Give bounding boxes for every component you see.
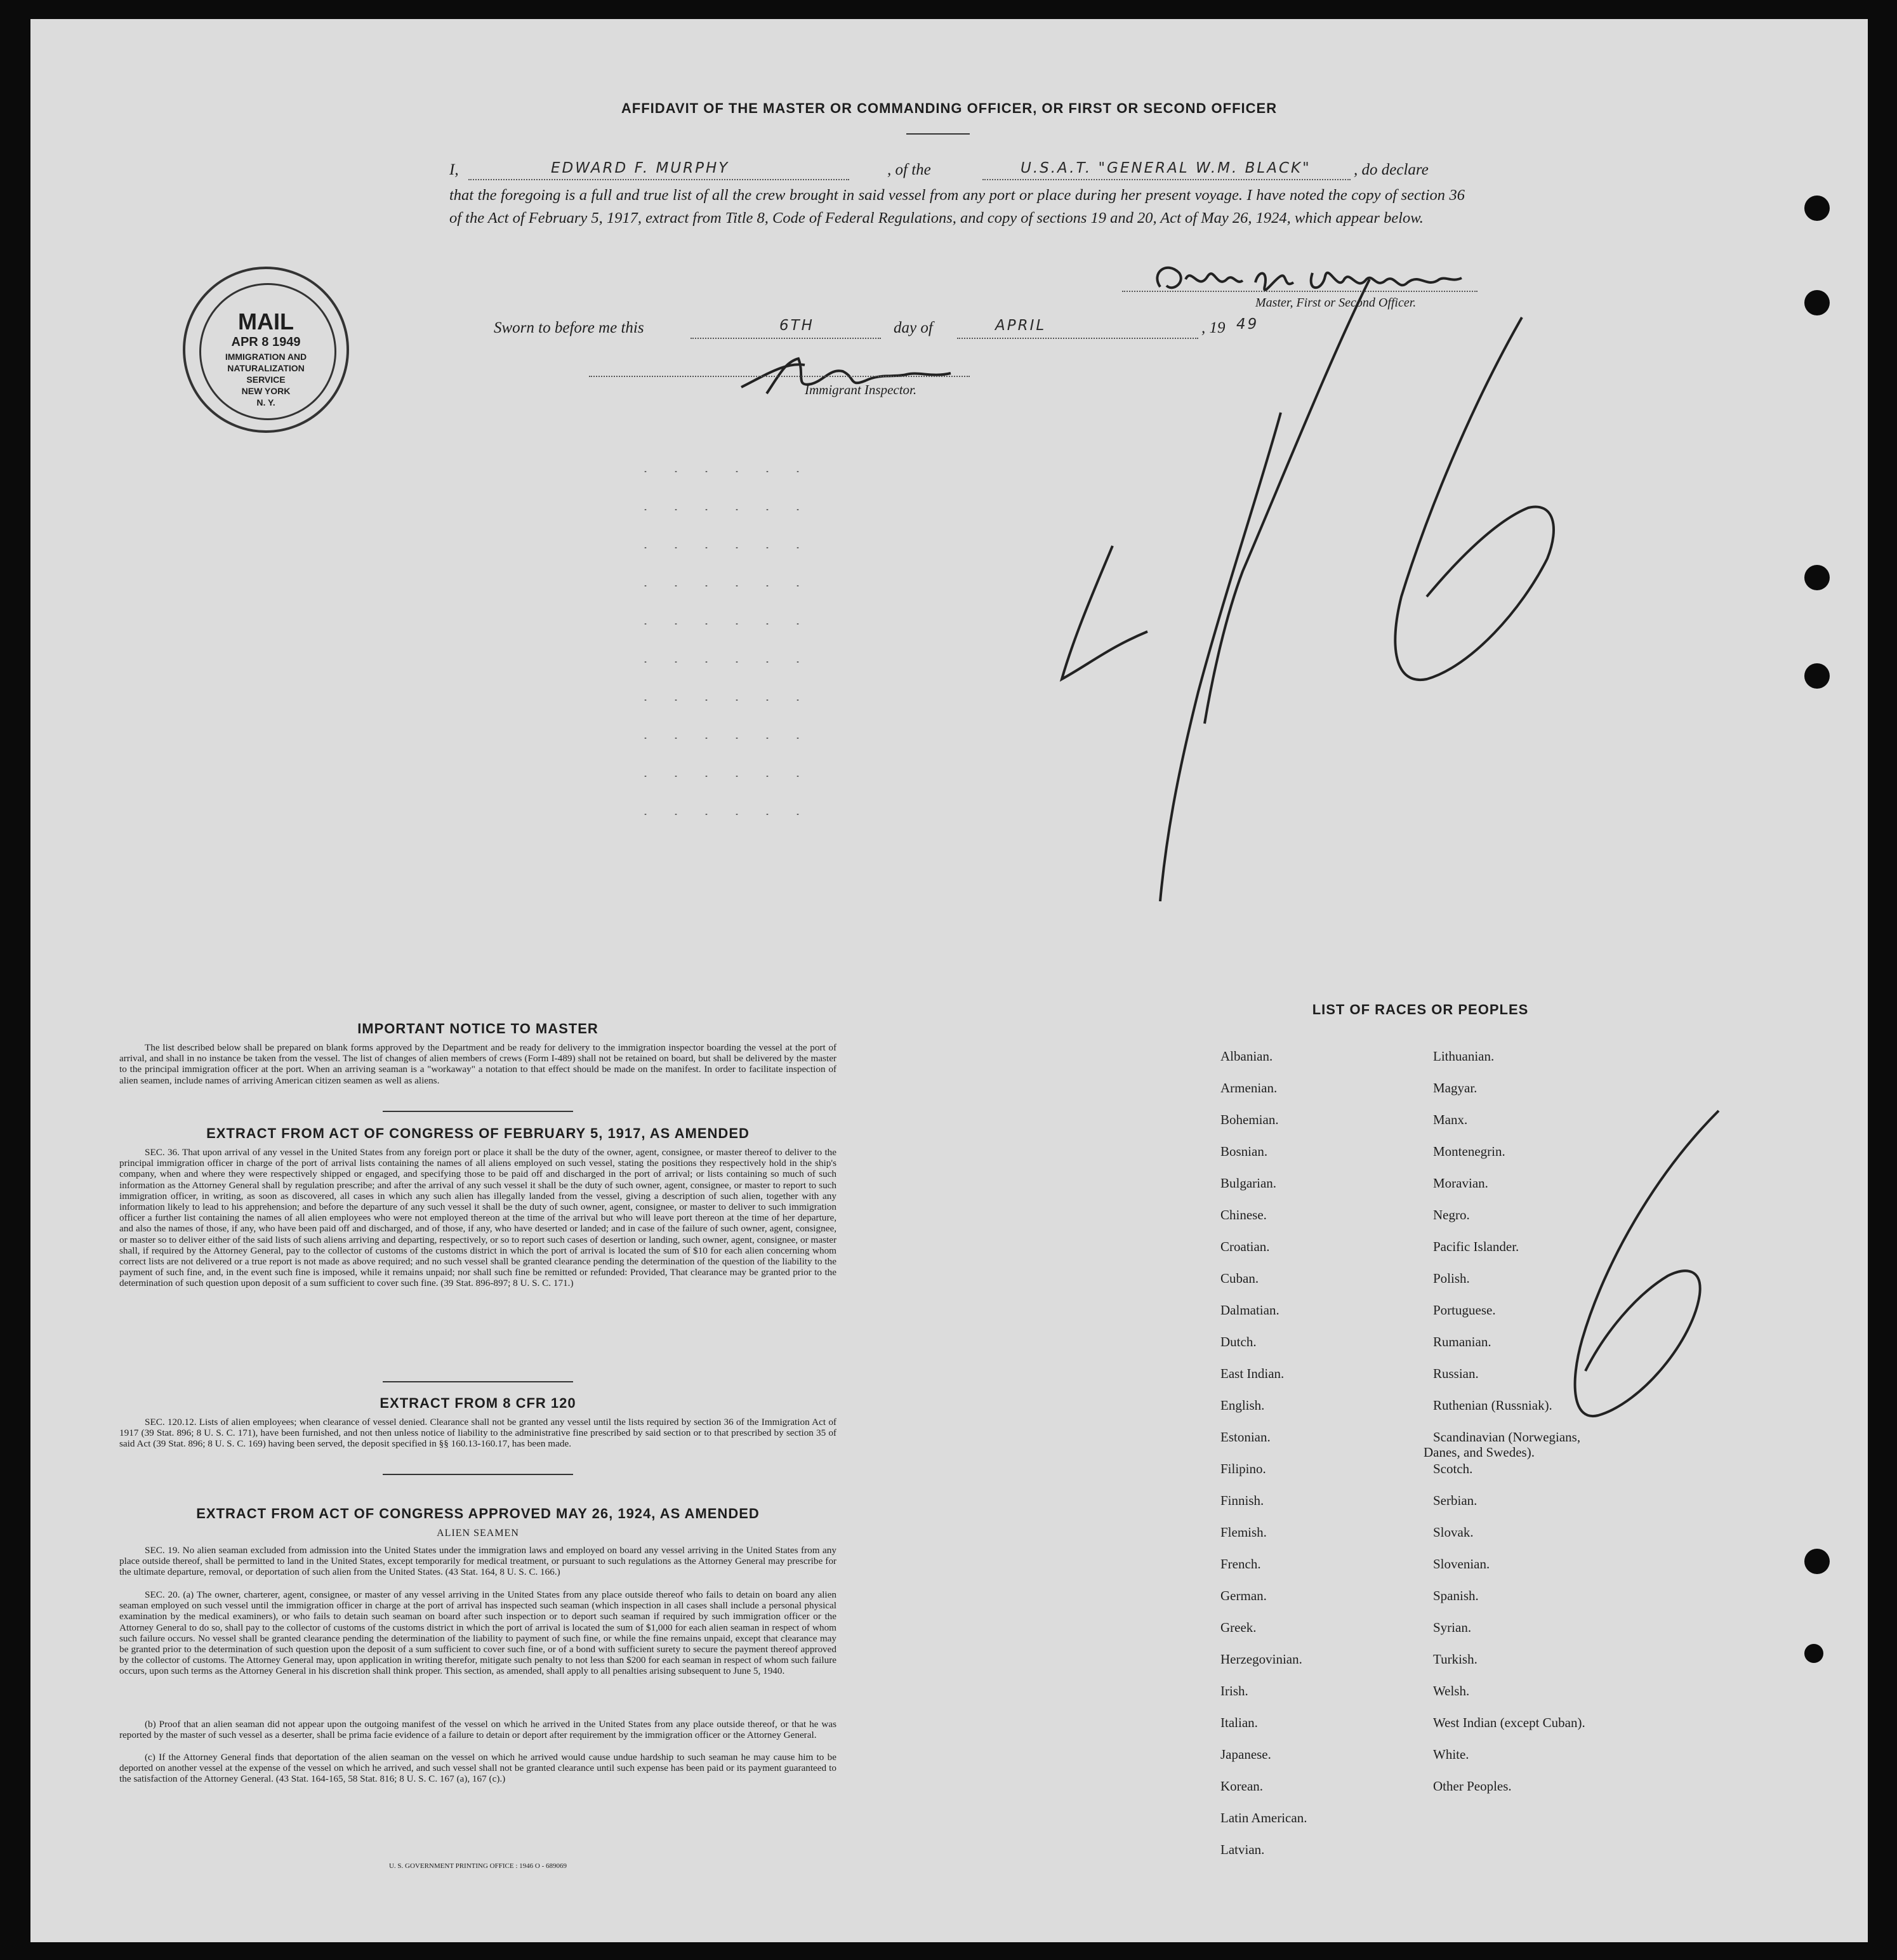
- extract-1924-sec20b: (b) Proof that an alien seaman did not appear upon the outgoing manifest of the vessel on which he arrived in the United States from any place outside thereof, or that he was reported by the master of such vessel as a deserter, shall be prima facie evidence of a failure to detain or deport after requirement by the immigration officer or the Attorney General.: [119, 1719, 836, 1741]
- race-item: Dalmatian.: [1220, 1302, 1279, 1318]
- race-item: English.: [1220, 1398, 1265, 1413]
- race-item: East Indian.: [1220, 1366, 1285, 1381]
- race-item: Slovak.: [1433, 1525, 1474, 1540]
- sworn-year-prefix: , 19: [1201, 319, 1226, 336]
- races-title: LIST OF RACES OR PEOPLES: [1312, 1002, 1529, 1017]
- sworn-day-line: [691, 338, 881, 339]
- signature-caption: Master, First or Second Officer.: [1255, 296, 1417, 310]
- race-item: Serbian.: [1433, 1493, 1477, 1508]
- race-item: Magyar.: [1433, 1080, 1477, 1096]
- race-item: Other Peoples.: [1433, 1778, 1512, 1794]
- extract-1924-subtitle: ALIEN SEAMEN: [437, 1528, 519, 1539]
- race-item: Ruthenian (Russniak).: [1433, 1398, 1552, 1413]
- race-item: West Indian (except Cuban).: [1433, 1715, 1585, 1730]
- stamp-line1: IMMIGRATION AND: [225, 352, 307, 362]
- extract-1917-rule: [383, 1381, 573, 1382]
- extract-1924-title: EXTRACT FROM ACT OF CONGRESS APPROVED MAY 26, 1924, AS AMENDED: [196, 1506, 760, 1521]
- dot-grid-row: [630, 814, 821, 815]
- master-name: EDWARD F. MURPHY: [551, 160, 730, 176]
- stamp-line3: SERVICE: [246, 374, 286, 385]
- affidavit-body: that the foregoing is a full and true list of all the crew brought in said vessel from any port or place during her present voyage. I have noted the copy of section 36 of the Act of February 5, 1917, extract from Title 8, Code of Federal Regulations, and copy of sections 19 and 20, Act of May 26, 1924, which appear below.: [449, 187, 1465, 227]
- dot-grid-row: [630, 585, 821, 586]
- race-item: Greek.: [1220, 1620, 1257, 1635]
- inspector-caption: Immigrant Inspector.: [805, 382, 917, 397]
- affidavit-of-the: , of the: [887, 161, 931, 178]
- printing-office-footer: U. S. GOVERNMENT PRINTING OFFICE : 1946 O - 689069: [388, 1862, 567, 1870]
- inspector-line: [589, 376, 970, 377]
- dot-grid-row: [630, 547, 821, 548]
- race-item: Irish.: [1220, 1683, 1248, 1698]
- sworn-prefix: Sworn to before me this: [494, 319, 644, 336]
- extract-cfr-text: SEC. 120.12. Lists of alien employees; when clearance of vessel denied. Clearance shall not be granted any vessel until the lists required by section 36 of the Immigration Act of 1917 (39 Stat. 896; 8 U. S. C. 171), have been furnished, and not then unless notice of liability to the administrative fine prescribed by said section or to that prescribed by section 35 of said Act (39 Stat. 896; 8 U. S. C. 169) having been served, the deposit specified in §§ 160.13-160.17, has been made.: [119, 1417, 836, 1450]
- race-item: Finnish.: [1220, 1493, 1264, 1508]
- notice-title: IMPORTANT NOTICE TO MASTER: [357, 1021, 598, 1036]
- vessel-name-line: [982, 179, 1351, 180]
- race-item: Latvian.: [1220, 1842, 1265, 1857]
- race-item: Scandinavian (Norwegians,: [1433, 1429, 1581, 1445]
- punch-hole: [1804, 1549, 1830, 1574]
- notice-text: The list described below shall be prepared on blank forms approved by the Department and be ready for delivery to the immigration inspector boarding the vessel at the port of arrival, and shall in no instance be taken from the vessel. The list of changes of alien members of crews (Form I-489) shall not be retained on board, but shall be delivered by the master to the principal immigration officer at the port. When an arriving seaman is a "workaway" a notation to that effect should be made on the manifest. In order to facilitate inspection of alien seamen, include names of arriving American citizen seamen as well as aliens.: [119, 1042, 836, 1086]
- extract-1924-sec20a: SEC. 20. (a) The owner, charterer, agent, consignee, or master of any vessel arriving in the United States from any place outside thereof who fails to detain on board any alien seaman employed on such vessel until the immigration officer in charge at the port of arrival has inspected such seaman (which inspection in all cases shall include a personal physical examination by the medical examiners), or who fails to detain such seaman on board after such inspection or to deport such seaman if required by such immigration officer or the Attorney General to do so, shall pay to the collector of customs of the customs district in which the port of arrival is located the sum of $1,000 for each alien seaman in respect of whom such failure occurs. No vessel shall be granted clearance pending the determination of the liability to payment of such fine, or while the fine remains unpaid, except that clearance may be granted prior to the determination of such question upon the deposit of a sum sufficient to cover such fine, or of a bond with sufficient surety to secure the payment thereof approved by the collector of customs. The Attorney General may, upon application in writing therefor, mitigate such penalty to not less than $200 for each seaman in respect of whom such failure occurs, upon such terms as the Attorney General in his discretion shall think proper. This section, as amended, shall apply to all penalties arising subsequent to June 5, 1940.: [119, 1589, 836, 1677]
- race-item: Lithuanian.: [1433, 1049, 1495, 1064]
- extract-1917-text: SEC. 36. That upon arrival of any vessel in the United States from any foreign port or place it shall be the duty of the owner, agent, consignee, or master thereof to deliver to the principal immigration officer in charge of the port of arrival lists containing the names of all aliens employed on such vessel, stating the positions they respectively hold in the ship's company, when and where they were respectively shipped or engaged, and specifying those to be paid off and discharged in the port of arrival; or lists containing so much of such information as the Attorney General shall by regulation prescribe; and after the arrival of any such vessel it shall be the duty of such owner, agent, consignee, or master to report to such immigration officer, in writing, as soon as discovered, all cases in which any such alien has illegally landed from the vessel, giving a description of such alien, together with any information likely to lead to his apprehension; and before the departure of any such vessel it shall be the duty of such owner, agent, consignee, or master to deliver to such immigration officer a further list containing the names of all alien employees who were not employed thereon at the time of the arrival but who will leave port thereon at the time of her departure, and also the names of those, if any, who have been paid off and discharged, and of those, if any, who have deserted or landed; and in case of the failure of such owner, agent, consignee, or master so to deliver either of the said lists of such aliens arriving and departing, respectively, or so to report such cases of desertion or landing, such owner, agent, consignee, or master shall, if required by the Attorney General, pay to the collector of customs of the customs district in which the port of arrival is located the sum of $10 for each alien concerning whom correct lists are not delivered or a true report is not made as above required; and no such vessel shall be granted clearance pending the determination of the question of the liability to the payment of such fine, and, in the event such fine is imposed, while it remains unpaid; nor shall such fine be remitted or refunded: Provided, That clearance may be granted prior to the determination of such question upon deposit of a sum sufficient to cover such fine. (39 Stat. 896-897; 8 U. S. C. 171.): [119, 1147, 836, 1289]
- title-rule: [906, 133, 970, 135]
- sworn-day: 6TH: [779, 317, 814, 334]
- race-item: Portuguese.: [1433, 1302, 1496, 1318]
- race-item: Bulgarian.: [1220, 1175, 1277, 1191]
- race-item: Turkish.: [1433, 1652, 1477, 1667]
- stamp-line5: N. Y.: [256, 397, 275, 407]
- race-item: Latin American.: [1220, 1810, 1307, 1825]
- master-name-line: [468, 179, 849, 180]
- race-item: Danes, and Swedes).: [1424, 1445, 1535, 1460]
- race-item: Russian.: [1433, 1366, 1479, 1381]
- sworn-year: 49: [1236, 316, 1259, 333]
- punch-hole: [1804, 1644, 1823, 1663]
- punch-hole: [1804, 565, 1830, 590]
- race-item: Dutch.: [1220, 1334, 1257, 1349]
- notice-rule: [383, 1111, 573, 1112]
- sworn-month: APRIL: [995, 317, 1047, 334]
- race-item: Rumanian.: [1433, 1334, 1491, 1349]
- race-item: Polish.: [1433, 1271, 1470, 1286]
- extract-1924-sec19: SEC. 19. No alien seaman excluded from admission into the United States under the immigration laws and employed on board any vessel arriving in the United States from any place outside thereof, shall be permitted to land in the United States, except temporarily for medical treatment, or pursuant to such regulations as the Attorney General may prescribe for the ultimate departure, removal, or deportation of such alien from the United States. (43 Stat. 164, 8 U. S. C. 166.): [119, 1545, 836, 1578]
- race-item: Pacific Islander.: [1433, 1239, 1519, 1254]
- extract-1924-sec20c: (c) If the Attorney General finds that deportation of the alien seaman on the vessel on which he arrived would cause undue hardship to such seaman he may cause him to be deported on another vessel at the expense of the vessel on which he arrived, and such vessel shall not be granted clearance until such expense has been paid or its payment guaranteed to the satisfaction of the Attorney General. (43 Stat. 164-165, 58 Stat. 816; 8 U. S. C. 167 (a), 167 (c).): [119, 1752, 836, 1785]
- race-item: White.: [1433, 1747, 1469, 1762]
- handwritten-small-mark: [1509, 1085, 1776, 1530]
- race-item: Welsh.: [1433, 1683, 1470, 1698]
- handwritten-large-mark: [1014, 241, 1681, 939]
- punch-hole: [1804, 290, 1830, 315]
- race-item: French.: [1220, 1556, 1261, 1572]
- race-item: Herzegovinian.: [1220, 1652, 1302, 1667]
- extract-cfr-rule: [383, 1474, 573, 1475]
- dot-grid-row: [630, 661, 821, 663]
- vessel-name: U.S.A.T. "GENERAL W.M. BLACK": [1021, 160, 1311, 176]
- document-page: [30, 19, 1868, 1942]
- punch-hole: [1804, 663, 1830, 689]
- race-item: Slovenian.: [1433, 1556, 1490, 1572]
- punch-hole: [1804, 195, 1830, 221]
- stamp-date: APR 8 1949: [231, 335, 301, 349]
- race-item: Albanian.: [1220, 1049, 1273, 1064]
- race-item: Spanish.: [1433, 1588, 1479, 1603]
- race-item: Flemish.: [1220, 1525, 1267, 1540]
- dot-grid-row: [630, 738, 821, 739]
- stamp-word: MAIL: [238, 308, 294, 334]
- race-item: Syrian.: [1433, 1620, 1472, 1635]
- race-item: Chinese.: [1220, 1207, 1267, 1222]
- race-item: Estonian.: [1220, 1429, 1271, 1445]
- race-item: Japanese.: [1220, 1747, 1271, 1762]
- dot-grid-row: [630, 776, 821, 777]
- stamp-line4: NEW YORK: [241, 386, 291, 396]
- race-item: Bohemian.: [1220, 1112, 1279, 1127]
- race-item: German.: [1220, 1588, 1267, 1603]
- mail-stamp: [183, 267, 349, 433]
- affidavit-title: AFFIDAVIT OF THE MASTER OR COMMANDING OFFICER, OR FIRST OR SECOND OFFICER: [621, 100, 1278, 116]
- extract-1917-title: EXTRACT FROM ACT OF CONGRESS OF FEBRUARY 5, 1917, AS AMENDED: [206, 1125, 750, 1141]
- race-item: Croatian.: [1220, 1239, 1270, 1254]
- race-item: Cuban.: [1220, 1271, 1259, 1286]
- race-item: Korean.: [1220, 1778, 1264, 1794]
- race-item: Scotch.: [1433, 1461, 1473, 1476]
- dot-grid-row: [630, 623, 821, 625]
- race-item: Armenian.: [1220, 1080, 1278, 1096]
- dot-grid-row: [630, 509, 821, 510]
- race-item: Moravian.: [1433, 1175, 1488, 1191]
- extract-cfr-title: EXTRACT FROM 8 CFR 120: [380, 1395, 576, 1411]
- race-item: Negro.: [1433, 1207, 1470, 1222]
- race-item: Manx.: [1433, 1112, 1468, 1127]
- stamp-line2: NATURALIZATION: [227, 363, 305, 373]
- affidavit-i: I,: [449, 161, 459, 178]
- affidavit-do-declare: , do declare: [1354, 161, 1429, 178]
- race-item: Montenegrin.: [1433, 1144, 1505, 1159]
- race-item: Italian.: [1220, 1715, 1258, 1730]
- sworn-day-of: day of: [894, 319, 933, 336]
- race-item: Filipino.: [1220, 1461, 1266, 1476]
- dot-grid-row: [630, 699, 821, 701]
- race-item: Bosnian.: [1220, 1144, 1268, 1159]
- dot-grid-row: [630, 471, 821, 472]
